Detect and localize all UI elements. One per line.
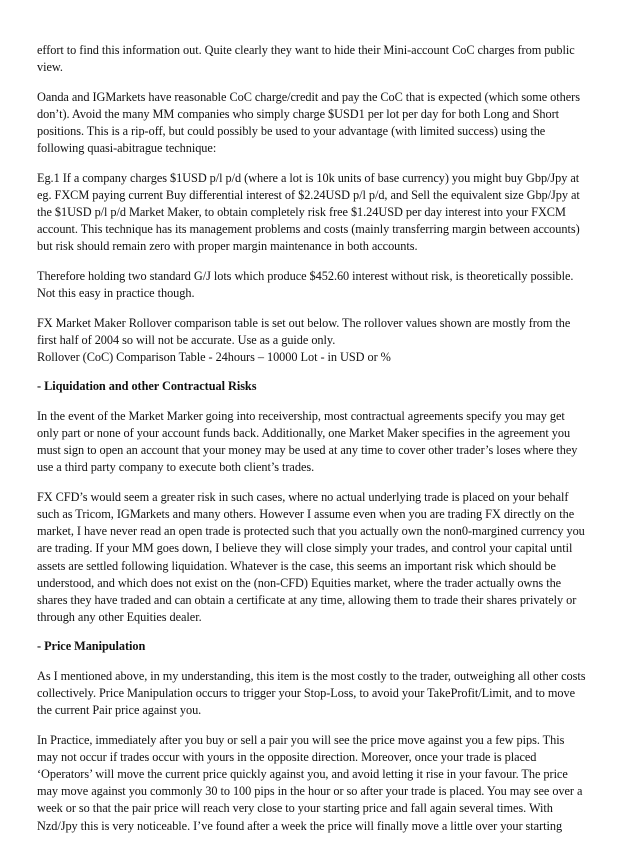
text-line: the $1USD p/l p/d Market Maker, to obtain completely risk free $1.24USD per day interest into your FXCM <box>37 204 566 219</box>
text-line: As I mentioned above, in my understanding, this item is the most costly to the trader, outweighing all other costs <box>37 669 586 684</box>
text-line: - Liquidation and other Contractual Risks <box>37 379 257 394</box>
text-line: week or so that the pair price will reach very close to your starting price and fall again several times. With <box>37 801 553 816</box>
body-paragraph <box>37 489 609 626</box>
text-line: FX Market Maker Rollover comparison table is set out below. The rollover values shown are mostly from the <box>37 315 571 330</box>
text-line: Not this easy in practice though. <box>37 285 195 300</box>
text-line: such as Tricom, IGMarkets and many others. However I assume even when you are trading FX directly on the <box>37 507 575 522</box>
body-paragraph <box>37 408 609 476</box>
text-line: In the event of the Market Marker going into receivership, most contractual agreements specify you may get <box>37 409 565 424</box>
text-line: only part or none of your account funds back. Additionally, one Market Maker specifies in the agreement you <box>37 426 571 441</box>
text-line: eg. FXCM paying current Buy differential interest of $2.24USD p/l p/d, and Sell the equivalent size Gbp/Jpy at <box>37 187 580 202</box>
body-paragraph <box>37 732 609 835</box>
text-line: effort to find this information out. Quite clearly they want to hide their Mini-account CoC charges from public <box>37 43 575 57</box>
text-line: may not occur if trades occur with yours in the opposite direction. Moreover, once your trade is placed <box>37 750 537 765</box>
text-line: are trading. If your MM goes down, I believe they will close simply your trades, and control your capital until <box>37 541 573 556</box>
text-line: FX CFD’s would seem a greater risk in such cases, where no actual underlying trade is placed on your behalf <box>37 490 569 505</box>
text-line: following quasi-abitrague technique: <box>37 141 217 156</box>
text-line: view. <box>37 60 63 75</box>
text-line: shares they have traded and can obtain a certificate at any time, allowing them to trade their shares privately or <box>37 592 577 607</box>
text-line: In Practice, immediately after you buy or sell a pair you will see the price move against you a few pips. This <box>37 733 565 748</box>
text-line: but risk should remain zero with proper margin maintenance in both accounts. <box>37 239 418 254</box>
text-line: use a third party company to execute both client’s trades. <box>37 460 315 475</box>
text-line: Oanda and IGMarkets have reasonable CoC charge/credit and pay the CoC that is expected (which some others <box>37 89 580 104</box>
text-line: collectively. Price Manipulation occurs to trigger your Stop-Loss, to avoid your TakeProfit/Limit, and to move <box>37 686 576 701</box>
text-line: market, I have never read an open trade is protected such that you actually own the non0-margined currency you <box>37 524 585 539</box>
text-line: Rollover (CoC) Comparison Table - 24hours – 10000 Lot - in USD or % <box>37 349 391 364</box>
section-heading <box>37 378 609 395</box>
body-paragraph <box>37 668 609 719</box>
document-page <box>37 42 609 847</box>
text-line: first half of 2004 so will not be accurate. Use as a guide only. <box>37 332 336 347</box>
body-paragraph <box>37 170 609 255</box>
text-line: may move against you commonly 30 to 100 pips in the hour or so after your trade is placed. You may see over a <box>37 784 583 799</box>
text-line: assets are settled following liquidation. Whatever is the case, this seems an important risk which should be <box>37 558 556 573</box>
text-line: understood, and which does not exist on the (non-CFD) Equities market, where the trader actually owns the <box>37 575 562 590</box>
text-line: Therefore holding two standard G/J lots which produce $452.60 interest without risk, is theoretically possible. <box>37 268 574 283</box>
text-line: through any other Equities dealer. <box>37 609 202 624</box>
text-line: positions. This is a rip-off, but could possibly be used to your advantage (with limited success) using the <box>37 123 546 138</box>
text-line: account. This technique has its management problems and costs (mainly transferring margin between accounts) <box>37 222 580 237</box>
text-line: must sign to open an account that your money may be used at any time to cover other trader’s loses where they <box>37 443 578 458</box>
text-line: the current Pair price against you. <box>37 703 202 718</box>
body-paragraph <box>37 42 609 76</box>
text-line: - Price Manipulation <box>37 639 146 654</box>
body-paragraph <box>37 315 609 366</box>
text-line: Eg.1 If a company charges $1USD p/l p/d (where a lot is 10k units of base currency) you might buy Gbp/Jpy at <box>37 170 580 185</box>
body-paragraph <box>37 89 609 157</box>
text-line: Nzd/Jpy this is very noticeable. I’ve found after a week the price will finally move a little over your starting <box>37 818 563 833</box>
section-heading <box>37 638 609 655</box>
text-line: ‘Operators’ will move the current price quickly against you, and avoid letting it rise in your favour. The price <box>37 767 568 782</box>
text-line: don’t). Avoid the many MM companies who simply charge $USD1 per lot per day for both Long and Short <box>37 106 560 121</box>
body-paragraph <box>37 268 609 302</box>
